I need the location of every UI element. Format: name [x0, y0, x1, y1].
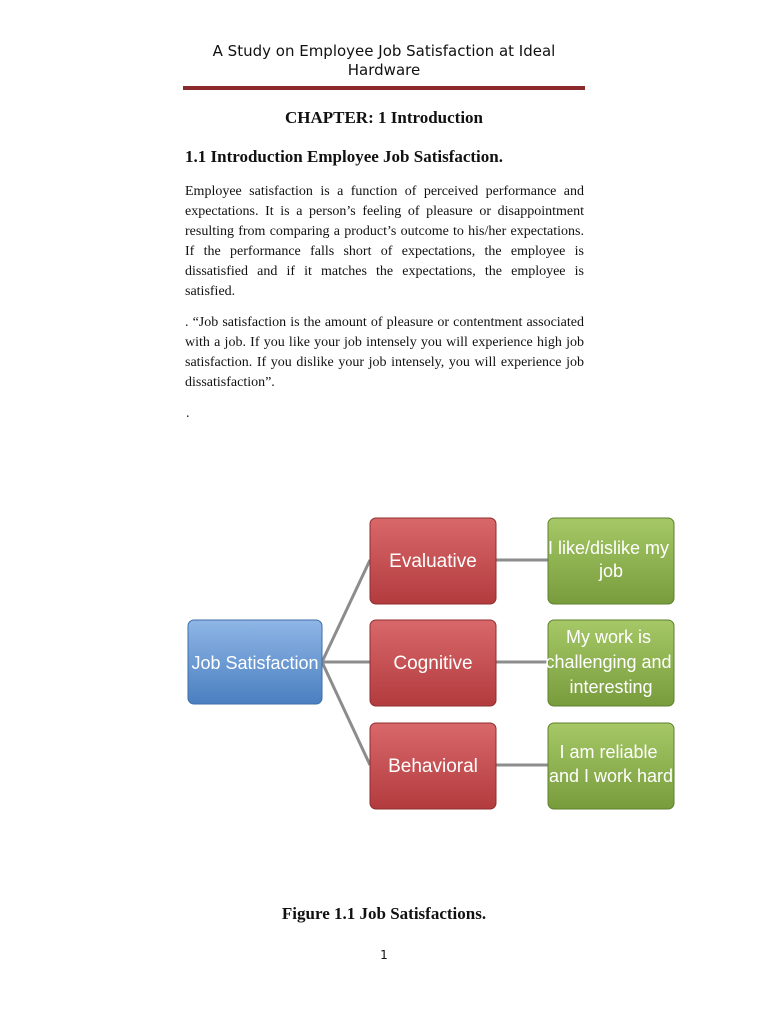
page-number: 1: [380, 948, 388, 962]
example-line: I am reliable: [559, 742, 658, 762]
example-line: interesting: [569, 677, 653, 697]
example-line: I like/dislike my: [547, 538, 670, 558]
job-satisfaction-diagram: [180, 505, 680, 825]
example-line: job: [598, 561, 624, 581]
component-node-behavioral: [370, 723, 496, 809]
component-node-evaluative: [370, 518, 496, 604]
example-node-evaluative: [548, 518, 674, 604]
example-line: My work is: [565, 627, 651, 647]
connector-root-behavioral: [322, 662, 370, 765]
example-line: challenging and: [545, 652, 672, 672]
paragraph-2: . “Job satisfaction is the amount of pleasure or contentment associated with a job. If you like your job intensely you will experience high job satisfaction. If you dislike your job intensely, you will experience job dissatisfaction”.: [185, 315, 584, 390]
example-node-cognitive: [545, 620, 676, 706]
root-node: [188, 620, 322, 704]
component-node-cognitive: [370, 620, 496, 706]
stray-dot: .: [186, 406, 190, 421]
section-title: 1.1 Introduction Employee Job Satisfaction.: [185, 147, 503, 166]
connector-root-evaluative: [322, 560, 370, 662]
chapter-title: CHAPTER: 1 Introduction: [284, 108, 484, 127]
figure-caption: Figure 1.1 Job Satisfactions.: [281, 904, 487, 923]
component-label-behavioral: Behavioral: [388, 756, 478, 777]
header-rule: [183, 86, 585, 90]
running-header: A Study on Employee Job Satisfaction at Ideal Hardware: [212, 42, 556, 79]
root-node-label: Job Satisfaction: [191, 653, 319, 673]
component-label-cognitive: Cognitive: [393, 653, 473, 674]
example-node-behavioral: [548, 723, 674, 809]
paragraph-1: Employee satisfaction is a function of perceived performance and expectations. It is a person’s feeling of pleasure or disappointment resulting from comparing a product’s outcome to his/her expectations. If the performance falls short of expectations, the employee is dissatisfied and if it matches the expectations, the employee is satisfied.: [185, 184, 584, 299]
component-label-evaluative: Evaluative: [389, 551, 477, 572]
example-line: and I work hard: [548, 766, 674, 786]
